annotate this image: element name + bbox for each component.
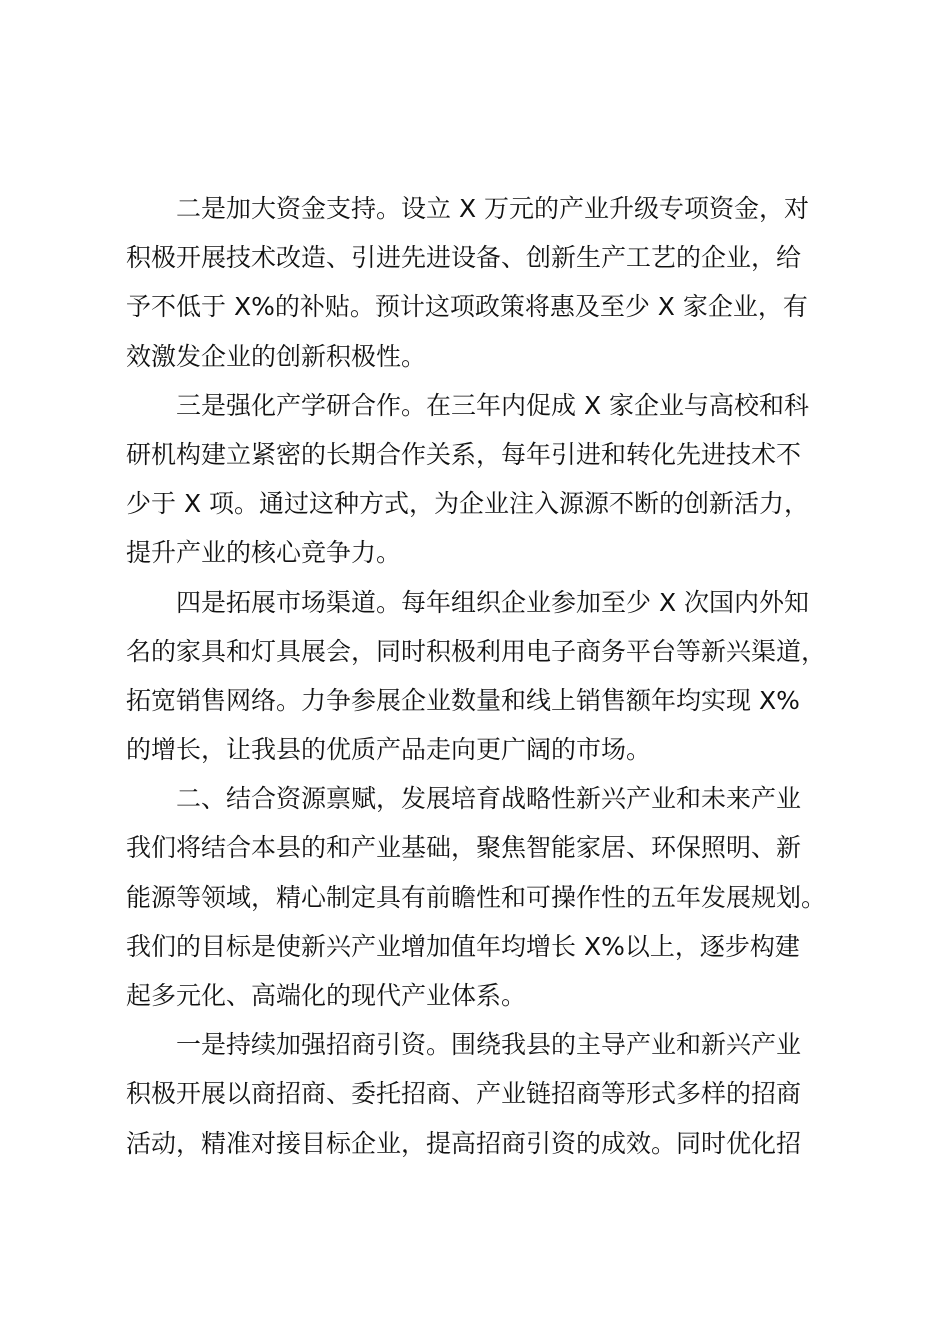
document-body <box>126 184 836 1168</box>
text-line: 积极开展以商招商、委托招商、产业链招商等形式多样的招商 <box>126 1079 802 1109</box>
text-line: 研机构建立紧密的长期合作关系，每年引进和转化先进技术不 <box>126 439 802 469</box>
paragraph-funding-support <box>126 184 836 381</box>
text-line: 我们的目标是使新兴产业增加值年均增长 X%以上，逐步构建 <box>126 931 800 961</box>
paragraph-section-two <box>126 774 836 1020</box>
text-line: 三是强化产学研合作。在三年内促成 X 家企业与高校和科 <box>176 390 810 420</box>
paragraph-market-channels <box>126 578 836 775</box>
section-heading: 二、结合资源禀赋，发展培育战略性新兴产业和未来产业 <box>176 784 802 814</box>
text-line: 能源等领域，精心制定具有前瞻性和可操作性的五年发展规划。 <box>126 882 827 912</box>
text-line: 名的家具和灯具展会，同时积极利用电子商务平台等新兴渠道， <box>126 636 827 666</box>
text-line: 一是持续加强招商引资。围绕我县的主导产业和新兴产业 <box>176 1030 802 1060</box>
paragraph-industry-research <box>126 381 836 578</box>
text-line: 活动，精准对接目标企业，提高招商引资的成效。同时优化招 <box>126 1128 802 1158</box>
text-line: 拓宽销售网络。力争参展企业数量和线上销售额年均实现 X% <box>126 685 800 715</box>
text-line: 予不低于 X%的补贴。预计这项政策将惠及至少 X 家企业，有 <box>126 292 808 322</box>
text-line: 的增长，让我县的优质产品走向更广阔的市场。 <box>126 735 652 765</box>
paragraph-investment-promotion <box>126 1020 836 1168</box>
text-line: 少于 X 项。通过这种方式，为企业注入源源不断的创新活力， <box>126 489 810 519</box>
text-line: 效激发企业的创新积极性。 <box>126 341 427 371</box>
text-line: 二是加大资金支持。设立 X 万元的产业升级专项资金，对 <box>176 194 810 223</box>
text-line: 积极开展技术改造、引进先进设备、创新生产工艺的企业，给 <box>126 243 802 273</box>
text-line: 起多元化、高端化的现代产业体系。 <box>126 981 527 1010</box>
text-line: 四是拓展市场渠道。每年组织企业参加至少 X 次国内外知 <box>176 587 810 617</box>
text-line: 我们将结合本县的和产业基础，聚焦智能家居、环保照明、新 <box>126 833 802 863</box>
text-line: 提升产业的核心竞争力。 <box>126 538 402 568</box>
